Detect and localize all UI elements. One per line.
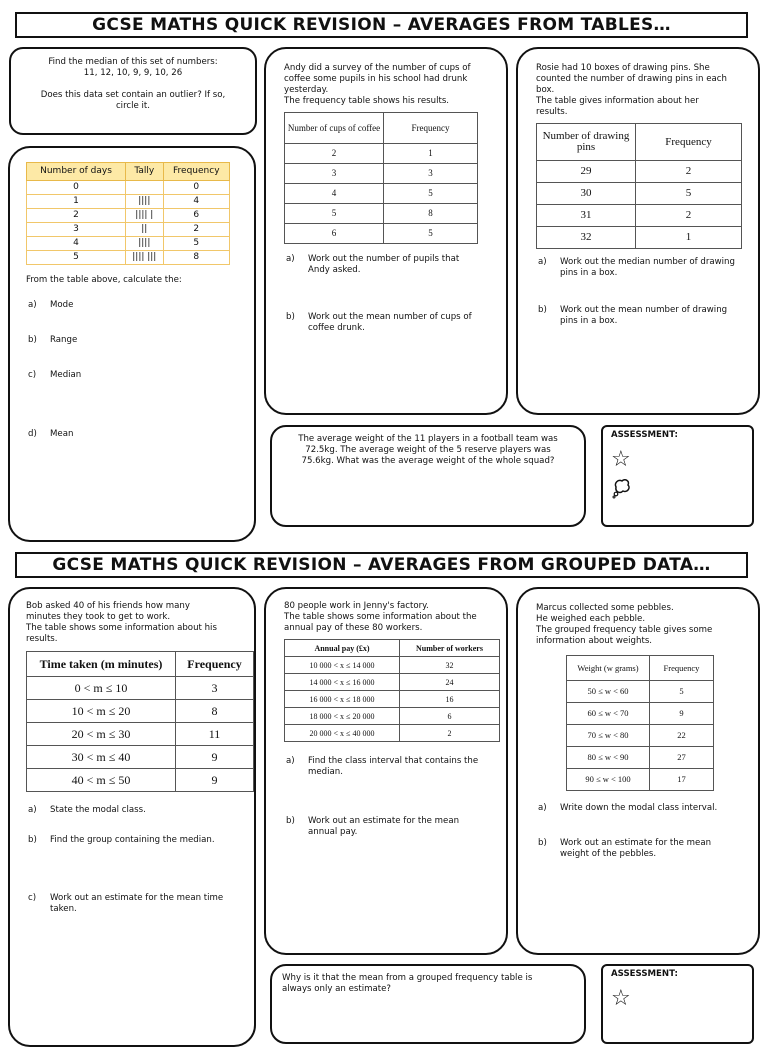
tally-cell-tally: |||| ||| (126, 251, 164, 265)
pebble-row (567, 769, 714, 791)
question-label: b) (286, 816, 295, 826)
tally-cell-freq: 2 (163, 223, 229, 237)
pins-intro-4: The table gives information about her (536, 96, 699, 106)
squad-weight-box (270, 425, 586, 527)
time-intro-4: results. (26, 634, 58, 644)
pebble-table (566, 655, 714, 791)
pay-intro-3: annual pay of these 80 workers. (284, 623, 423, 633)
table-cell: 14 000 < x ≤ 16 000 (285, 674, 400, 691)
table-cell: 3 (176, 677, 254, 700)
coffee-intro-1: Andy did a survey of the number of cups of (284, 63, 471, 73)
question-label: a) (286, 756, 295, 766)
pins-question-box (516, 47, 760, 415)
tally-question-a (28, 300, 230, 311)
pins-table (536, 123, 742, 249)
question-text: Work out the mean number of cups of (308, 312, 472, 322)
assessment-box-2 (601, 964, 754, 1044)
question-text: Find the class interval that contains the (308, 756, 479, 766)
table-cell: 30 < m ≤ 40 (27, 746, 176, 769)
coffee-row (285, 224, 478, 244)
table-cell: 32 (400, 657, 500, 674)
time-intro-2: minutes they took to get to work. (26, 612, 171, 622)
pins-question-a (538, 257, 744, 279)
table-cell: 9 (176, 746, 254, 769)
pay-intro-2: The table shows some information about the (284, 612, 477, 622)
pebble-question-b (538, 838, 744, 860)
table-cell: 2 (636, 205, 742, 227)
tally-header-tally: Tally (126, 163, 164, 181)
coffee-question-b (286, 312, 488, 334)
pins-intro-2: counted the number of drawing pins in each (536, 74, 727, 84)
pay-question-b (286, 816, 492, 838)
thought-bubble-icon[interactable] (611, 477, 744, 503)
table-cell: 30 (537, 183, 636, 205)
pay-row (285, 674, 500, 691)
section2-title: GCSE MATHS QUICK REVISION – AVERAGES FROM GROUPED DATA… (15, 552, 748, 578)
table-cell: 10 000 < x ≤ 14 000 (285, 657, 400, 674)
tally-cell-freq: 4 (163, 195, 229, 209)
tally-cell-days: 1 (27, 195, 126, 209)
pebble-intro-2: He weighed each pebble. (536, 614, 646, 624)
tally-instruction: From the table above, calculate the: (26, 275, 182, 285)
question-label: b) (286, 312, 295, 322)
pay-header-workers: Number of workers (400, 640, 500, 657)
pay-row (285, 725, 500, 742)
question-label: a) (28, 300, 37, 310)
time-table (26, 651, 254, 792)
question-text: Mean (50, 429, 74, 439)
tally-cell-tally: |||| (126, 195, 164, 209)
pebble-question-box (516, 587, 760, 955)
table-cell: 9 (176, 769, 254, 792)
estimate-line-1: Why is it that the mean from a grouped frequency table is (282, 973, 533, 983)
table-cell: 31 (537, 205, 636, 227)
question-label: b) (28, 835, 37, 845)
table-cell: 2 (285, 144, 384, 164)
pay-row (285, 708, 500, 725)
table-cell: 60 ≤ w < 70 (567, 703, 650, 725)
pebble-row (567, 681, 714, 703)
table-cell: 70 ≤ w < 80 (567, 725, 650, 747)
question-text: Work out the mean number of drawing (560, 305, 728, 315)
pins-row (537, 161, 742, 183)
question-text: median. (308, 767, 343, 777)
pebble-row (567, 703, 714, 725)
outlier-question-line2: circle it. (115, 101, 151, 111)
coffee-intro-2: coffee some pupils in his school had drunk (284, 74, 468, 84)
question-text: Write down the modal class interval. (560, 803, 718, 813)
time-intro-1: Bob asked 40 of his friends how many (26, 601, 190, 611)
question-label: c) (28, 370, 37, 380)
time-question-a (28, 805, 244, 816)
question-text: Andy asked. (308, 265, 361, 275)
table-cell: 27 (650, 747, 714, 769)
tally-row (27, 195, 230, 209)
time-question-b (28, 835, 244, 846)
tally-question-d (28, 429, 230, 440)
question-label: a) (538, 803, 547, 813)
question-label: b) (28, 335, 37, 345)
pins-row (537, 205, 742, 227)
pebble-intro-4: information about weights. (536, 636, 653, 646)
question-text: annual pay. (308, 827, 358, 837)
tally-row (27, 223, 230, 237)
table-cell: 20 000 < x ≤ 40 000 (285, 725, 400, 742)
table-cell: 90 ≤ w < 100 (567, 769, 650, 791)
question-text: Mode (50, 300, 74, 310)
assessment-box-1 (601, 425, 754, 527)
time-intro-3: The table shows some information about his (26, 623, 217, 633)
coffee-header-frequency: Frequency (384, 113, 478, 144)
estimate-question-box (270, 964, 586, 1044)
coffee-row (285, 144, 478, 164)
pins-intro-5: results. (536, 107, 568, 117)
question-text: Work out the median number of drawing (560, 257, 735, 267)
table-cell: 11 (176, 723, 254, 746)
table-cell: 16 000 < x ≤ 18 000 (285, 691, 400, 708)
question-text: State the modal class. (50, 805, 146, 815)
table-cell: 3 (384, 164, 478, 184)
time-row (27, 769, 254, 792)
table-cell: 1 (636, 227, 742, 249)
time-question-box (8, 587, 256, 1047)
assessment-label: ASSESSMENT: (611, 430, 678, 440)
coffee-table (284, 112, 478, 244)
table-cell: 5 (384, 184, 478, 204)
pay-row (285, 657, 500, 674)
pay-table (284, 639, 500, 742)
tally-cell-tally: |||| | (126, 209, 164, 223)
tally-cell-days: 2 (27, 209, 126, 223)
pebble-header-frequency: Frequency (650, 656, 714, 681)
pay-question-box (264, 587, 508, 955)
question-text: Work out an estimate for the mean (308, 816, 460, 826)
pay-header-annual: Annual pay (£x) (285, 640, 400, 657)
question-text: Work out the number of pupils that (308, 254, 460, 264)
question-text: pins in a box. (560, 268, 618, 278)
table-cell: 80 ≤ w < 90 (567, 747, 650, 769)
pebble-row (567, 725, 714, 747)
outlier-question-line: Does this data set contain an outlier? If so, (40, 90, 226, 100)
tally-cell-days: 5 (27, 251, 126, 265)
question-label: a) (538, 257, 547, 267)
tally-row (27, 251, 230, 265)
pins-header-number: Number of drawing pins (537, 124, 636, 161)
tally-row (27, 209, 230, 223)
tally-header-frequency: Frequency (163, 163, 229, 181)
pebble-intro-3: The grouped frequency table gives some (536, 625, 713, 635)
tally-cell-days: 4 (27, 237, 126, 251)
pay-question-a (286, 756, 492, 778)
question-text: Median (50, 370, 82, 380)
squad-weight-line-1: The average weight of the 11 players in a football team was (298, 434, 558, 444)
time-row (27, 700, 254, 723)
pebble-question-a (538, 803, 744, 814)
estimate-line-2: always only an estimate? (282, 984, 391, 994)
section1-title: GCSE MATHS QUICK REVISION – AVERAGES FROM TABLES… (15, 12, 748, 38)
tally-cell-freq: 8 (163, 251, 229, 265)
table-cell: 17 (650, 769, 714, 791)
question-label: d) (28, 429, 37, 439)
table-cell: 1 (384, 144, 478, 164)
question-text: Find the group containing the median. (50, 835, 215, 845)
table-cell: 10 < m ≤ 20 (27, 700, 176, 723)
pins-intro-3: box. (536, 85, 555, 95)
question-text: weight of the pebbles. (560, 849, 657, 859)
question-text: Range (50, 335, 78, 345)
tally-cell-tally (126, 181, 164, 195)
question-text: pins in a box. (560, 316, 618, 326)
table-cell: 22 (650, 725, 714, 747)
table-cell: 8 (384, 204, 478, 224)
tally-cell-days: 0 (27, 181, 126, 195)
tally-cell-tally: || (126, 223, 164, 237)
table-cell: 8 (176, 700, 254, 723)
table-cell: 40 < m ≤ 50 (27, 769, 176, 792)
table-cell: 29 (537, 161, 636, 183)
tally-cell-freq: 6 (163, 209, 229, 223)
pins-row (537, 183, 742, 205)
median-number-set: 11, 12, 10, 9, 9, 10, 26 (83, 68, 183, 78)
table-cell: 3 (285, 164, 384, 184)
squad-weight-line-3: 75.6kg. What was the average weight of the whole squad? (301, 456, 555, 466)
coffee-row (285, 164, 478, 184)
table-cell: 5 (650, 681, 714, 703)
tally-row (27, 237, 230, 251)
table-cell: 5 (384, 224, 478, 244)
time-row (27, 723, 254, 746)
coffee-header-cups: Number of cups of coffee (285, 113, 384, 144)
tally-question-b (28, 335, 230, 346)
coffee-row (285, 184, 478, 204)
pay-intro-1: 80 people work in Jenny's factory. (284, 601, 429, 611)
table-cell: 2 (636, 161, 742, 183)
tally-cell-tally: |||| (126, 237, 164, 251)
tally-question-c (28, 370, 230, 381)
tally-header-days: Number of days (27, 163, 126, 181)
pebble-row (567, 747, 714, 769)
tally-question-box (8, 146, 256, 542)
question-text: Work out an estimate for the mean (560, 838, 712, 848)
table-cell: 5 (636, 183, 742, 205)
question-text: Work out an estimate for the mean time (50, 893, 224, 903)
table-cell: 20 < m ≤ 30 (27, 723, 176, 746)
question-text: taken. (50, 904, 77, 914)
question-label: b) (538, 838, 547, 848)
tally-table (26, 162, 230, 265)
coffee-row (285, 204, 478, 224)
table-cell: 32 (537, 227, 636, 249)
median-question-line: Find the median of this set of numbers: (48, 57, 218, 67)
assessment-label: ASSESSMENT: (611, 969, 678, 979)
question-label: c) (28, 893, 37, 903)
question-text: coffee drunk. (308, 323, 365, 333)
time-header-frequency: Frequency (176, 652, 254, 677)
squad-weight-line-2: 72.5kg. The average weight of the 5 reserve players was (305, 445, 551, 455)
pebble-intro-1: Marcus collected some pebbles. (536, 603, 674, 613)
pay-row (285, 691, 500, 708)
pebble-header-weight: Weight (w grams) (567, 656, 650, 681)
question-label: a) (286, 254, 295, 264)
pins-header-frequency: Frequency (636, 124, 742, 161)
question-label: a) (28, 805, 37, 815)
pins-intro-1: Rosie had 10 boxes of drawing pins. She (536, 63, 710, 73)
median-question-box (9, 47, 257, 135)
table-cell: 16 (400, 691, 500, 708)
table-cell: 4 (285, 184, 384, 204)
table-cell: 9 (650, 703, 714, 725)
table-cell: 5 (285, 204, 384, 224)
tally-cell-days: 3 (27, 223, 126, 237)
pins-question-b (538, 305, 744, 327)
time-row (27, 677, 254, 700)
table-cell: 6 (285, 224, 384, 244)
star-icon[interactable]: ☆ (611, 447, 631, 472)
coffee-intro-3: yesterday. (284, 85, 329, 95)
time-question-c (28, 893, 244, 915)
question-label: b) (538, 305, 547, 315)
time-header-time: Time taken (m minutes) (27, 652, 176, 677)
pins-row (537, 227, 742, 249)
star-icon[interactable]: ☆ (611, 986, 631, 1011)
tally-cell-freq: 5 (163, 237, 229, 251)
tally-row (27, 181, 230, 195)
tally-cell-freq: 0 (163, 181, 229, 195)
coffee-question-a (286, 254, 488, 276)
time-row (27, 746, 254, 769)
table-cell: 50 ≤ w < 60 (567, 681, 650, 703)
table-cell: 2 (400, 725, 500, 742)
coffee-intro-4: The frequency table shows his results. (284, 96, 450, 106)
table-cell: 6 (400, 708, 500, 725)
table-cell: 24 (400, 674, 500, 691)
table-cell: 18 000 < x ≤ 20 000 (285, 708, 400, 725)
table-cell: 0 < m ≤ 10 (27, 677, 176, 700)
coffee-question-box (264, 47, 508, 415)
